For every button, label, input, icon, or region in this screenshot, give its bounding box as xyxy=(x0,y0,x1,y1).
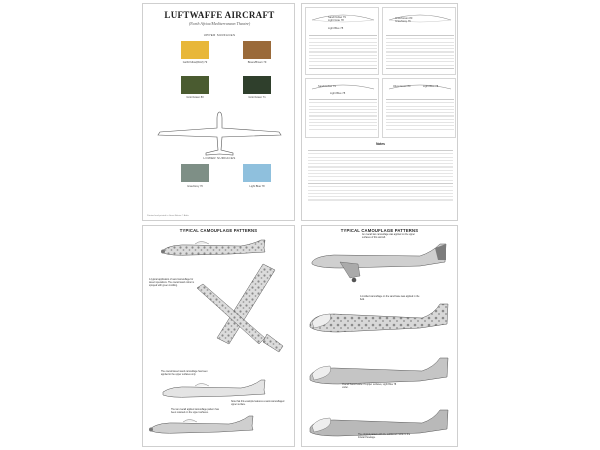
swatch-5 xyxy=(181,164,209,182)
aircraft-side-view xyxy=(312,244,446,282)
page-title: TYPICAL CAMOUFLAGE PATTERNS xyxy=(340,228,419,233)
box-3-caption-1: Sand/Yellow 79 xyxy=(318,85,336,88)
upper-surfaces-heading: UPPER SURFACES xyxy=(203,33,236,37)
colour-notes-page xyxy=(301,3,458,221)
annotation-2: The overall desert sand camouflage has been applied to the upper surfaces only. xyxy=(161,371,208,376)
swatch-3-label: Grün/Green 80 xyxy=(186,96,204,99)
text-block xyxy=(386,34,454,70)
aircraft-side-view xyxy=(163,380,265,397)
aircraft-planform-outline xyxy=(143,4,295,221)
swatch-6 xyxy=(243,164,271,182)
aircraft-side-view xyxy=(310,410,448,436)
swatch-box-3 xyxy=(305,78,379,138)
text-block xyxy=(309,98,377,132)
swatch-6-label: Light Blue 78 xyxy=(249,185,265,188)
box-3-caption-2: Light Blue 78 xyxy=(330,92,346,95)
annotation-4: The tan overall applied camouflage pattern has been retained on the upper surfaces. xyxy=(171,409,219,414)
box-4-caption-1: Olive Green 80 xyxy=(393,85,411,88)
wing-profile-icon xyxy=(306,79,380,99)
page-footer: Painted and printed in Great Britain © Airfix xyxy=(147,215,189,217)
swatch-2-label: Braun/Brown 79 xyxy=(247,61,267,64)
text-block xyxy=(309,34,377,70)
annotation-2: A mottled camouflage on the sand base was applied in the field. xyxy=(360,296,420,301)
page-title: TYPICAL CAMOUFLAGE PATTERNS xyxy=(179,228,258,233)
aircraft-side-view xyxy=(149,416,253,433)
aircraft-side-view xyxy=(310,358,448,384)
box-1-caption-2: Light Grau 78 xyxy=(328,19,344,22)
colour-chart-page xyxy=(142,3,295,221)
box-1-caption-3: Light Blue 78 xyxy=(328,27,344,30)
swatch-5-label: Grau/Grey 76 xyxy=(187,185,203,188)
box-2-caption-2: Grau/Grey 76 xyxy=(395,20,411,23)
annotation-1: A typical application of sand camouflage for desert operations. The overall sand colour is sprayed with green mottling. xyxy=(149,279,195,287)
lower-surfaces-heading: LOWER SURFACES xyxy=(203,156,236,160)
box-1-caption-1: Sand/Yellow 79 xyxy=(328,16,346,19)
box-2-caption-1: Grün/Green 80 xyxy=(395,17,413,20)
page-title: LUFTWAFFE AIRCRAFT xyxy=(164,10,275,20)
notes-heading: Notes xyxy=(376,142,385,146)
aircraft-side-view xyxy=(310,304,448,332)
camouflage-patterns-page-left xyxy=(142,225,295,447)
aircraft-side-view xyxy=(161,240,265,255)
swatch-4-label: Grün/Green 71 xyxy=(248,96,266,99)
annotation-3: Note that this example features a sand-camouflaged upper surface. xyxy=(231,401,285,406)
notes-text-block xyxy=(308,149,453,201)
page-subtitle: (North Africa/Mediterranean Theatre) xyxy=(188,21,251,26)
swatch-1-label: Gelb/Yellow(RLM) 79 xyxy=(182,61,208,64)
annotation-3: Overall Sand/Yellow 79 upper surfaces, Light Blue 78 under. xyxy=(342,384,397,389)
swatch-box-4 xyxy=(382,78,456,138)
annotation-4: The original pattern with the additional mottle to the forward fuselage. xyxy=(358,434,411,439)
text-block xyxy=(386,98,454,132)
swatch-box-2 xyxy=(382,7,456,75)
camouflage-patterns-page-right xyxy=(301,225,458,447)
swatch-box-1 xyxy=(305,7,379,75)
aircraft-illustrations xyxy=(302,226,458,447)
box-4-caption-2: Light Blue 78 xyxy=(423,85,439,88)
wing-profile-icon xyxy=(383,79,457,99)
aircraft-planform-view xyxy=(197,264,283,352)
annotation-1: An overall tan camouflage was applied on the upper surfaces of this aircraft. xyxy=(362,234,415,239)
